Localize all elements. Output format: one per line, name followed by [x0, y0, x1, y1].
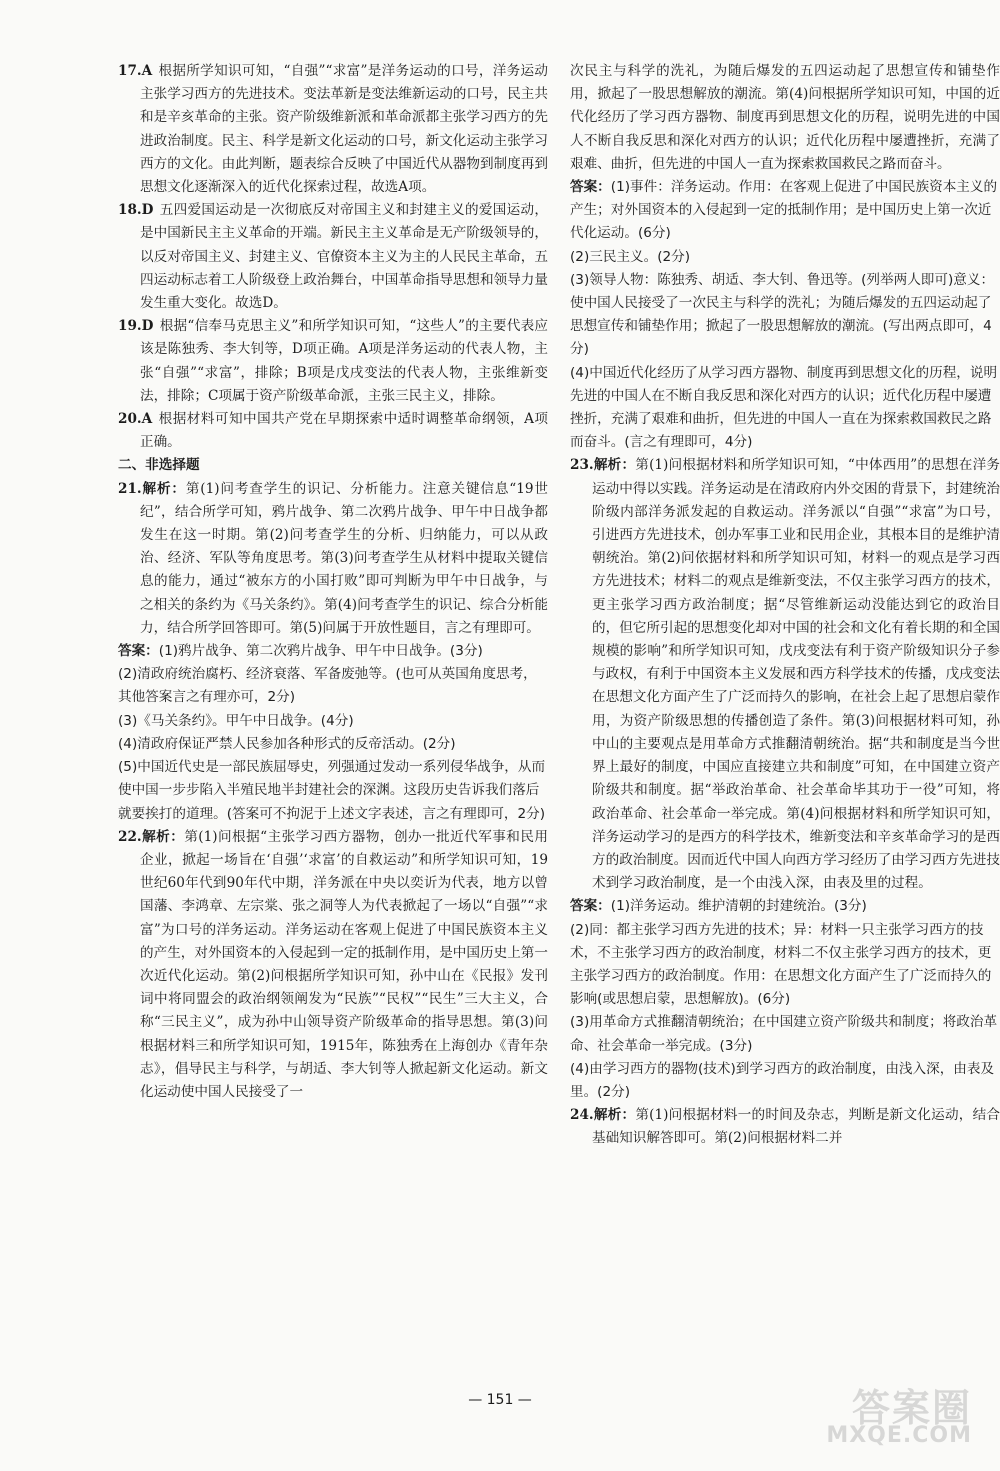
watermark-url: MXQE.COM [826, 1423, 972, 1448]
q20-text: 根据材料可知中国共产党在早期探索中适时调整革命纲领，A项正确。 [140, 411, 548, 451]
section-heading-non-choice: 二、非选择题 [118, 457, 200, 474]
q20-number: 20. [118, 411, 142, 428]
left-column [118, 60, 548, 1104]
q18-option: D [141, 202, 154, 219]
q22-answer-1 [570, 176, 1000, 246]
q23-analysis-text: 第(1)问根据材料和所学知识可知，“中体西用”的思想在洋务运动中得以实践。洋务运动是在清政府内外交困的背景下，封建统治阶级内部洋务派发起的自救运动。洋务派以“自强”“求富”为口号，引进西方先进技术，创办军事工业和民用企业，其根本目的是维护清朝统治。第(2)问依据材料和所学知识可知，材料一的观点是学习西方先进技术；材料二的观点是维新变法，不仅主张学习西方的技术，更主张学习西方政治制度；据“尽管维新运动没能达到它的政治目的，但它所引起的思想变化却对中国的社会和文化有着长期的和全国规模的影响”和所学知识可知，戊戌变法有利于资产阶级知识分子参与政权，有利于中国资本主义发展和西方科学技术的传播，戊戌变法在思想文化方面产生了广泛而持久的影响，在社会上起了思想启蒙作用，为资产阶级思想的传播创造了条件。第(3)问根据材料可知，孙中山的主要观点是用革命方式推翻清朝统治。据“共和制度是当今世界上最好的制度，中国应直接建立共和制度”可知，在中国建立资产阶级共和制度。据“举政治革命、社会革命毕其功于一役”可知，将政治革命、社会革命一举完成。第(4)问根据材料和所学知识可知，洋务运动学习的是西方的科学技术，维新变法和辛亥革命学习的是西方的政治制度。因而近代中国人向西方学习经历了由学习西方先进技术到学习政治制度，是一个由浅入深，由表及里的过程。 [592, 457, 1000, 892]
q21-analysis-label: 解析： [141, 480, 186, 497]
q22-answer-3: (3)领导人物：陈独秀、胡适、李大钊、鲁迅等。(列举两人即可)意义：使中国人民接受了一次民主与科学的洗礼；为随后爆发的五四运动起了思想宣传和铺垫作用；掀起了一股思想解放的潮流。(写出两点即可，4分) [570, 271, 995, 358]
q21-answer-4: (4)清政府保证严禁人民参加各种形式的反帝活动。(2分) [118, 735, 456, 752]
q20-item [118, 408, 548, 454]
q19-number: 19. [118, 318, 142, 335]
q17-item [118, 60, 548, 199]
q24-number: 24. [570, 1107, 594, 1124]
q22-analysis-continued: 次民主与科学的洗礼，为随后爆发的五四运动起了思想宣传和铺垫作用，掀起了一股思想解放的潮流。第(4)问根据所学知识可知，中国的近代化经历了学习西方器物、制度再到思想文化的历程，说明先进的中国人不断自我反思和深化对西方的认识；近代化历程中屡遭挫折，充满了艰难、曲折，但先进的中国人一直为探索救国救民之路而奋斗。 [570, 63, 1000, 172]
q21-answer-label: 答案： [118, 643, 159, 660]
q22-answer-2: (2)三民主义。(2分) [570, 248, 691, 265]
q23-answer-3: (3)用革命方式推翻清朝统治；在中国建立资产阶级共和制度；将政治革命、社会革命一举完成。(3分) [570, 1014, 998, 1054]
q17-number: 17. [118, 63, 142, 79]
q23-answer-1 [570, 895, 1000, 918]
q23-answer-label: 答案： [570, 898, 611, 915]
q20-option: A [141, 411, 153, 428]
q24-analysis-label: 解析： [593, 1107, 636, 1124]
q23-answer-4: (4)由学习西方的器物(技术)到学习西方的政治制度，由浅入深，由表及里。(2分) [570, 1060, 995, 1100]
q18-text: 五四爱国运动是一次彻底反对帝国主义和封建主义的爱国运动，是中国新民主主义革命的开端。新民主主义革命是无产阶级领导的，以反对帝国主义、封建主义、官僚资本主义为主的人民民主革命，五四运动标志着工人阶级登上政治舞台，中国革命指导思想和领导力量发生重大变化。故选D。 [140, 202, 548, 312]
q23-analysis-label: 解析： [593, 457, 636, 474]
q21-answer-2: (2)清政府统治腐朽、经济衰落、军备废弛等。(也可从英国角度思考，其他答案言之有理亦可，2分) [118, 666, 537, 706]
q19-item [118, 315, 548, 408]
q21-answer-1 [118, 640, 548, 663]
q22-answer-1-text: (1)事件：洋务运动。作用：在客观上促进了中国民族资本主义的产生；对外国资本的入侵起到一定的抵制作用；是中国历史上第一次近代化运动。(6分) [570, 179, 998, 242]
q18-number: 18. [118, 202, 142, 219]
q19-option: D [141, 318, 154, 335]
q21-analysis [118, 478, 548, 640]
q18-item [118, 199, 548, 315]
q23-analysis [570, 454, 1000, 895]
q19-text: 根据“信奉马克思主义”和所学知识可知，“这些人”的主要代表应该是陈独秀、李大钊等，D项正确。A项是洋务运动的代表人物，主张“自强”“求富”，排除；B项是戊戌变法的代表人物，主张维新变法，排除；C项属于资产阶级革命派，主张三民主义，排除。 [140, 318, 548, 404]
right-column [570, 60, 1000, 1151]
q24-analysis-text: 第(1)问根据材料一的时间及杂志，判断是新文化运动，结合基础知识解答即可。第(2)问根据材料二并 [592, 1107, 1000, 1147]
q22-number: 22. [118, 828, 142, 845]
watermark-logo-text: 答案圈 [851, 1386, 972, 1430]
page-number: — 151 — [468, 1392, 532, 1408]
q22-analysis-text: 第(1)问根据“主张学习西方器物，创办一批近代军事和民用企业，掀起一场旨在‘自强’‘求富’的自救运动”和所学知识可知，19世纪60年代到90年代中期，洋务派在中央以奕䜣为代表，地方以曾国藩、李鸿章、左宗棠、张之洞等人为代表掀起了一场以“自强”“求富”为口号的洋务运动。洋务运动在客观上促进了中国民族资本主义的产生，对外国资本的入侵起到一定的抵制作用，是中国历史上第一次近代化运动。第(2)问根据所学知识可知，孙中山在《民报》发刊词中将同盟会的政治纲领阐发为“民族”“民权”“民生”三大主义，合称“三民主义”，成为孙中山领导资产阶级革命的指导思想。第(3)问根据材料三和所学知识可知，1915年，陈独秀在上海创办《青年杂志》，倡导民主与科学，与胡适、李大钊等人掀起新文化运动。新文化运动使中国人民接受了一 [140, 828, 548, 1100]
q21-answer-3: (3)《马关条约》。甲午中日战争。(4分) [118, 712, 354, 729]
q21-number: 21. [118, 480, 142, 497]
q22-answer-4: (4)中国近代化经历了从学习西方器物、制度再到思想文化的历程，说明先进的中国人在不断自我反思和深化对西方的认识；近代化历程中屡遭挫折，充满了艰难和曲折，但先进的中国人一直在为探索救国救民之路而奋斗。(言之有理即可，4分) [570, 364, 998, 451]
q21-answer-5: (5)中国近代史是一部民族屈辱史，列强通过发动一系列侵华战争，从而使中国一步步陷入半殖民地半封建社会的深渊。这段历史告诉我们落后就要挨打的道理。(答案可不拘泥于上述文字表述，言之有理即可，2分) [118, 759, 546, 822]
q21-analysis-text: 第(1)问考查学生的识记、分析能力。注意关键信息“19世纪”，结合所学可知，鸦片战争、第二次鸦片战争、甲午中日战争都发生在这一时期。第(2)问考查学生的分析、归纳能力，可以从政治、经济、军队等角度思考。第(3)问考查学生从材料中提取关键信息的能力，通过“被东方的小国打败”即可判断为甲午中日战争，与之相关的条约为《马关条约》。第(4)问考查学生的识记、综合分析能力，结合所学回答即可。第(5)问属于开放性题目，言之有理即可。 [140, 480, 548, 636]
q22-analysis-label: 解析： [141, 828, 185, 845]
q23-answer-2: (2)同：都主张学习西方先进的技术；异：材料一只主张学习西方的技术，不主张学习西方的政治制度，材料二不仅主张学习西方的技术，更主张学习西方的政治制度。作用：在思想文化方面产生了广泛而持久的影响(或思想启蒙，思想解放)。(6分) [570, 921, 992, 1008]
q23-number: 23. [570, 457, 594, 474]
q22-analysis [118, 826, 548, 1104]
q17-option: A [141, 63, 153, 79]
q22-answer-label: 答案： [570, 179, 611, 196]
q24-analysis [570, 1104, 1000, 1150]
q21-answer-1-text: (1)鸦片战争、第二次鸦片战争、甲午中日战争。(3分) [158, 643, 483, 660]
q23-answer-1-text: (1)洋务运动。维护清朝的封建统治。(3分) [610, 898, 867, 915]
watermark-logo [778, 1377, 978, 1457]
q17-text: 根据所学知识可知，“自强”“求富”是洋务运动的口号，洋务运动主张学习西方的先进技术。变法革新是变法维新运动的口号，民主共和是辛亥革命的主张。资产阶级维新派和革命派都主张学习西方的先进政治制度。民主、科学是新文化运动的口号，新文化运动主张学习西方的文化。由此判断，题表综合反映了中国近代从器物到制度再到思想文化逐渐深入的近代化探索过程，故选A项。 [140, 63, 548, 196]
